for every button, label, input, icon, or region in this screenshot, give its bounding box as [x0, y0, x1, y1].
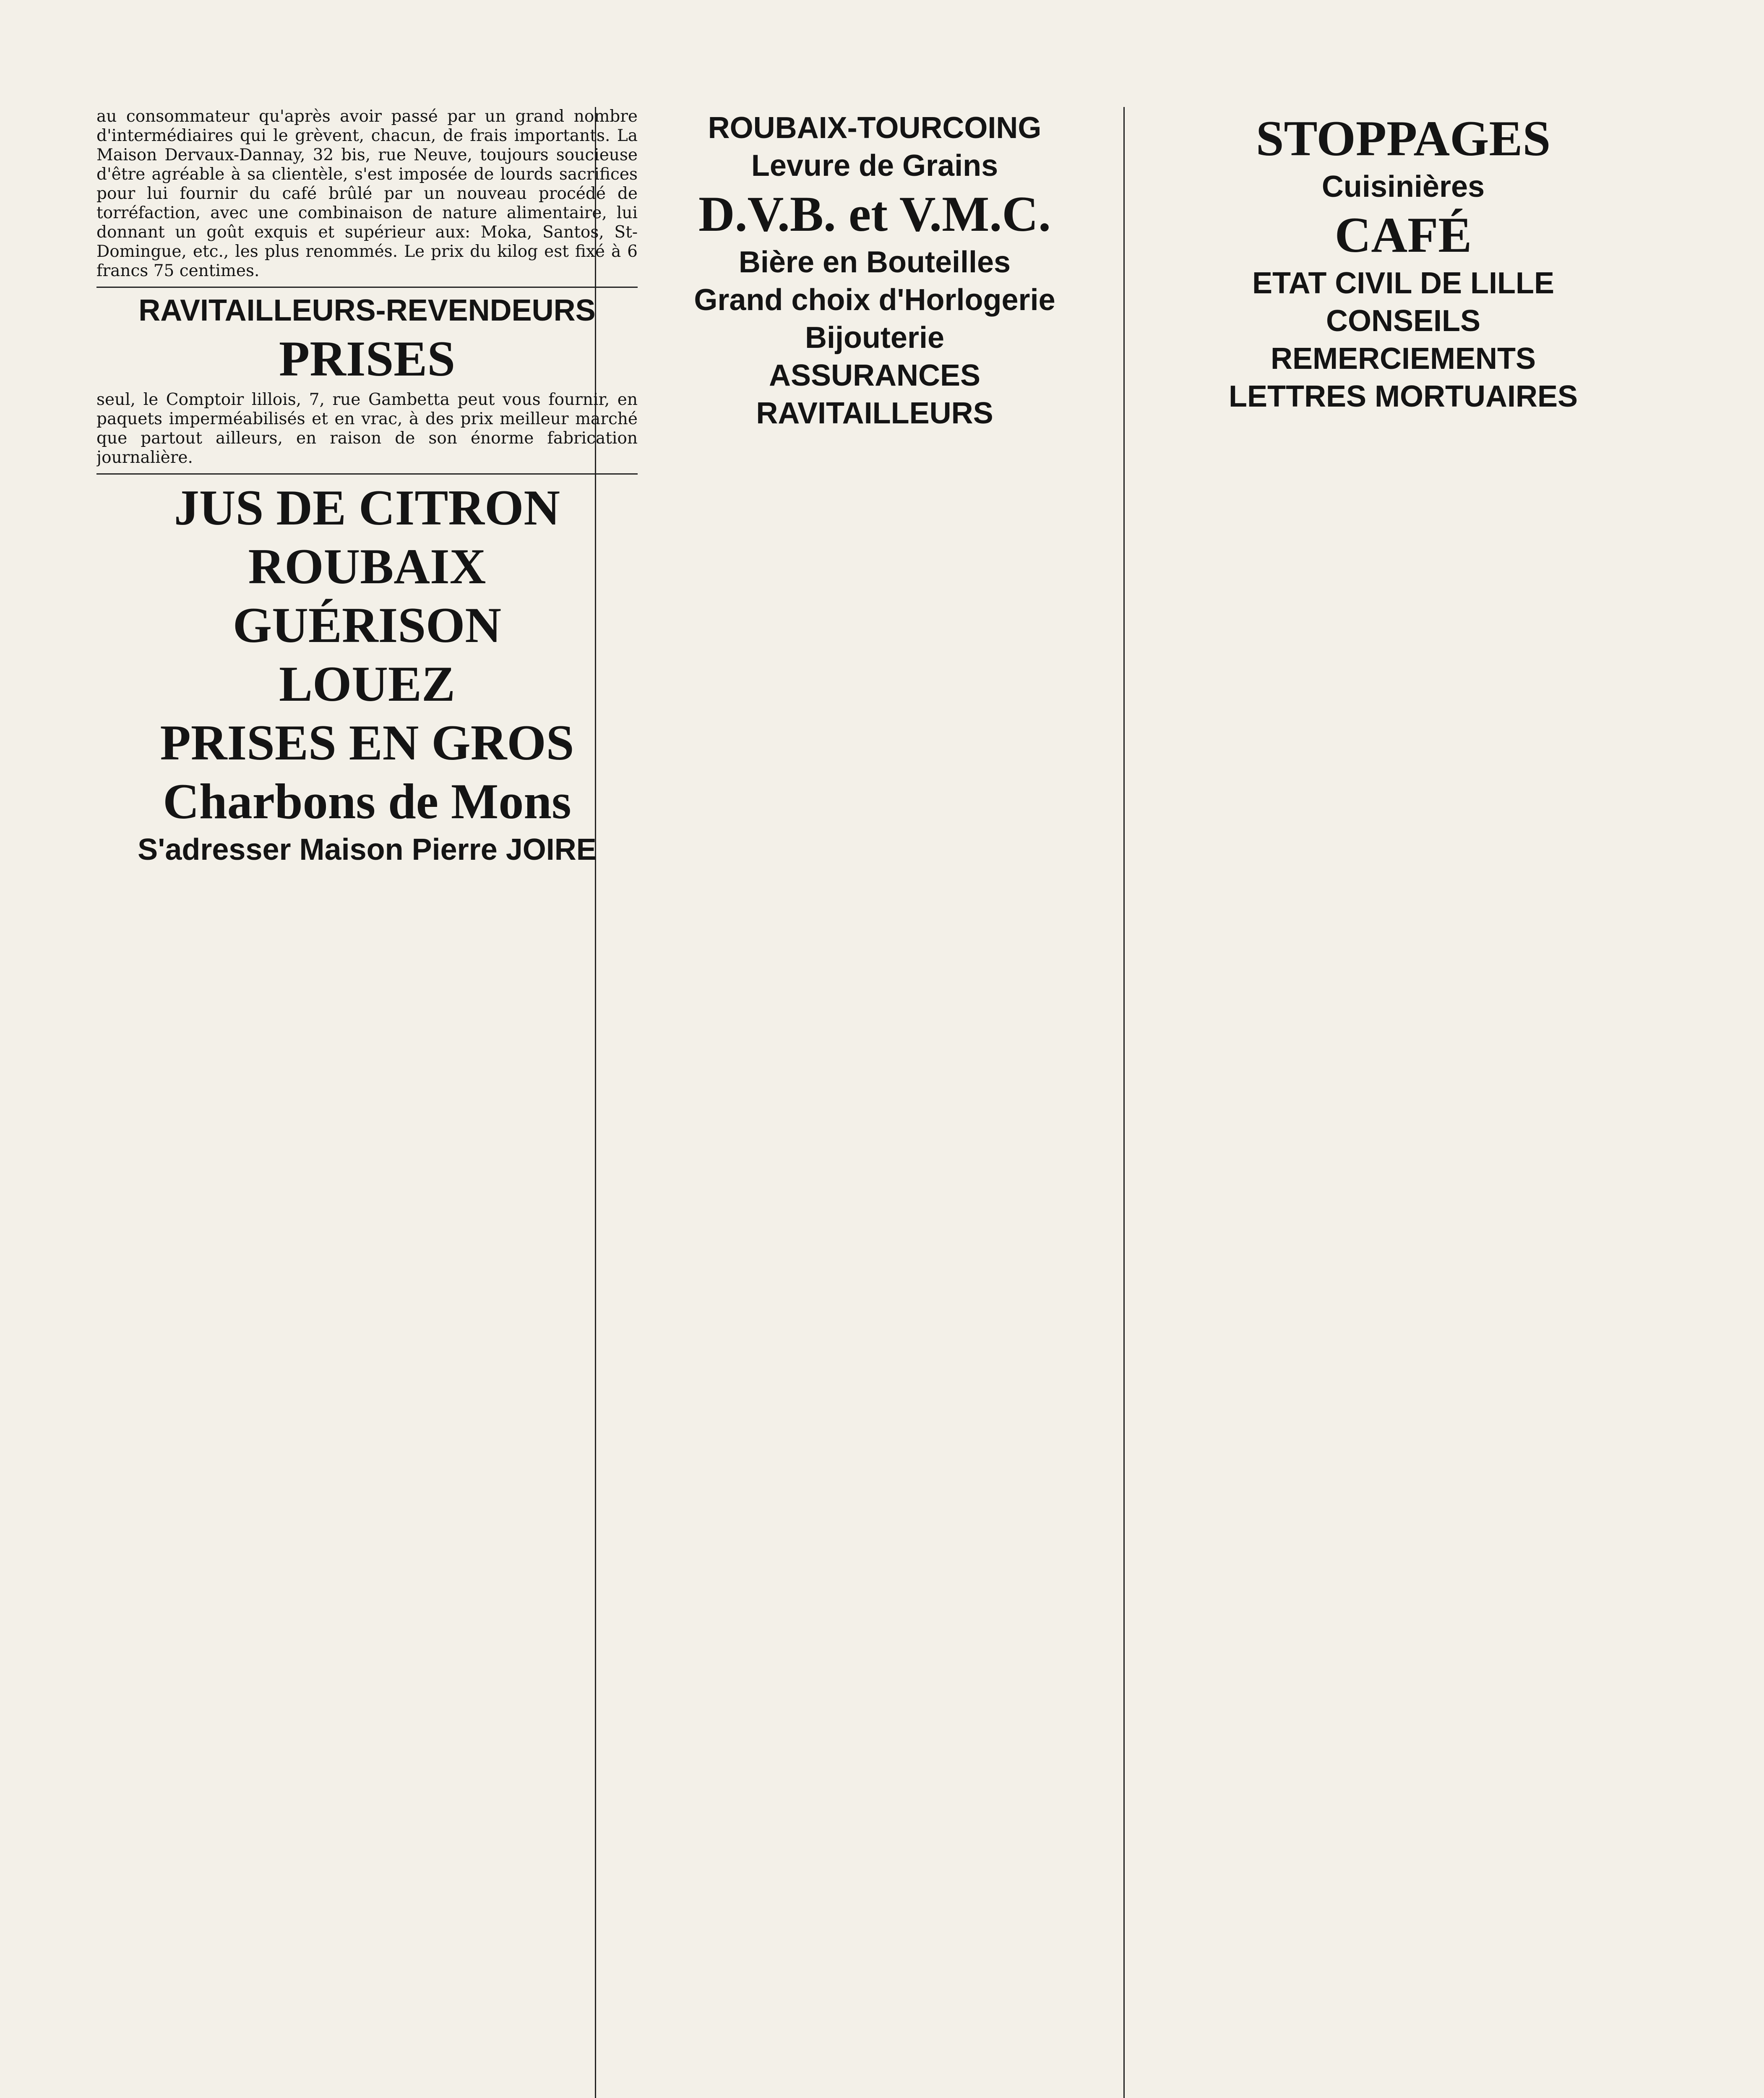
- ad-heading: Bière en Bouteilles: [738, 245, 1011, 279]
- ad-heading: PRISES EN GROS: [160, 715, 574, 770]
- ad-heading: CAFÉ: [1334, 207, 1472, 263]
- column-middle: [604, 107, 1145, 2098]
- column-right: [1133, 107, 1674, 2098]
- ad-heading: Cuisinières: [1321, 170, 1485, 204]
- section-heading: REMERCIEMENTS: [1270, 342, 1536, 376]
- ad-heading: S'adresser Maison Pierre JOIRE: [138, 833, 597, 866]
- ad-heading: LOUEZ: [279, 656, 456, 712]
- ad-heading: Levure de Grains: [751, 149, 998, 183]
- ad-heading: D.V.B. et V.M.C.: [698, 186, 1051, 242]
- ad-text: seul, le Comptoir lillois, 7, rue Gambetta peut vous fournir, en paquets imperméabilisés et en vrac, à des prix meilleur marché que partout ailleurs, en raison de son énorme fabrication journalière.: [96, 390, 638, 467]
- section-heading: ETAT CIVIL DE LILLE: [1252, 266, 1554, 300]
- ad-heading: CONSEILS: [1326, 304, 1481, 338]
- ad-heading: RAVITAILLEURS: [756, 397, 993, 430]
- ad-heading: Bijouterie: [805, 321, 945, 355]
- ad-heading: JUS DE CITRON: [174, 480, 560, 535]
- ad-heading: PRISES: [279, 331, 456, 386]
- ad-heading: GUÉRISON: [232, 597, 502, 653]
- ad-heading: Charbons de Mons: [163, 773, 571, 829]
- ad-heading: ROUBAIX-TOURCOING: [708, 111, 1042, 145]
- section-heading: LETTRES MORTUAIRES: [1228, 380, 1578, 413]
- ad-heading: ROUBAIX: [248, 538, 486, 594]
- ad-text: au consommateur qu'après avoir passé par un grand nombre d'intermédiaires qui le grèvent, chacun, de frais importants. La Maison Dervaux-Dannay, 32 bis, rue Neuve, toujours soucieuse d'être agréable à sa clientèle, s'est imposée de lourds sacrifices pour lui fournir du café brûlé par un nouveau procédé de torréfaction, avec une combinaison de nature alimentaire, lui donnant un goût exquis et supérieur aux: Moka, Santos, St-Domingue, etc., les plus renommés. Le prix du kilog est fixé à 6 francs 75 centimes.: [96, 107, 638, 280]
- ad-heading: Grand choix d'Horlogerie: [694, 283, 1055, 317]
- ad-heading: STOPPAGES: [1256, 110, 1551, 166]
- ad-heading: ASSURANCES: [769, 359, 981, 392]
- ad-heading: RAVITAILLEURS-REVENDEURS: [138, 294, 596, 327]
- column-left: [96, 107, 638, 2098]
